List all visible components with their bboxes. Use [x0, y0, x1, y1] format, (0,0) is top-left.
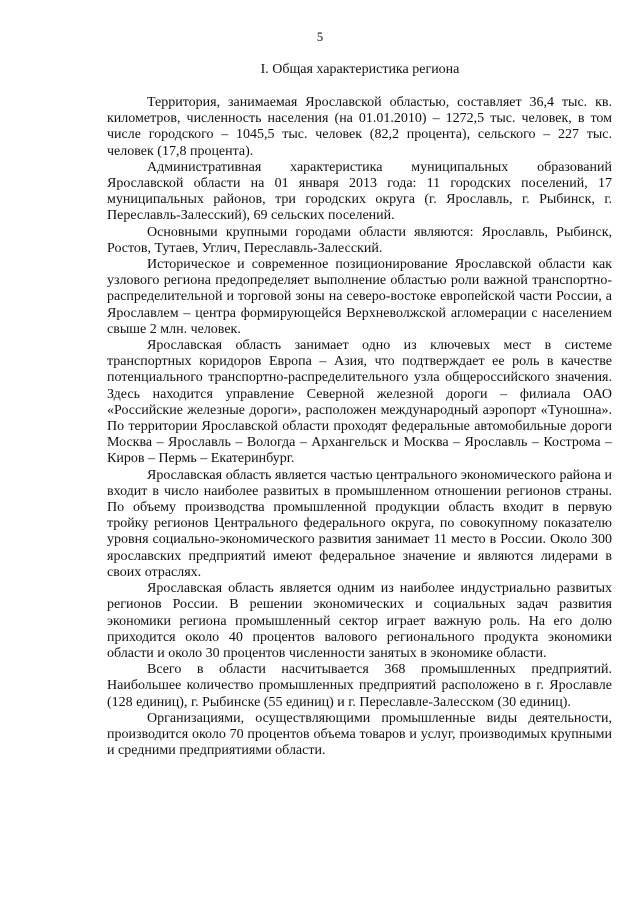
paragraph-administrative: Административная характеристика муниципальных образований Ярославской области на 01 января 2013 года: 11 городских поселений, 17 муниципальных районов, три городских округа (г. Ярославль, г. Рыбинск, г. Переславль-Залесский), 69 сельских поселений. — [107, 159, 612, 224]
paragraph-territory: Территория, занимаемая Ярославской областью, составляет 36,4 тыс. кв. километров, численность населения (на 01.01.2010) – 1272,5 тыс. человек, в том числе городского – 1045,5 тыс. человек (82,2 процента), сельского – 227 тыс. человек (17,8 процента). — [107, 95, 612, 159]
page-number: 5 — [316, 30, 324, 44]
paragraph-industrial: Ярославская область является одним из наиболее индустриально развитых регионов России. В решении экономических и социальных задач развития экономики региона промышленный сектор играет важную роль. На его долю приходится около 40 процентов валового регионального продукта экономики области и около 30 процентов численности занятых в экономике области. — [107, 581, 612, 661]
document-body — [107, 95, 612, 759]
paragraph-enterprises-count: Всего в области насчитывается 368 промышленных предприятий. Наибольшее количество промышленных предприятий расположено в г. Ярославле (128 единиц), г. Рыбинске (55 единиц) и г. Переславле-Залесском (30 единиц). — [107, 662, 612, 710]
paragraph-major-cities: Основными крупными городами области являются: Ярославль, Рыбинск, Ростов, Тутаев, Углич, Переславль-Залесский. — [107, 224, 612, 256]
paragraph-production-share: Организациями, осуществляющими промышленные виды деятельности, производится около 70 процентов объема товаров и услуг, производимых крупными и средними предприятиями области. — [107, 710, 612, 759]
paragraph-transport: Ярославская область занимает одно из ключевых мест в системе транспортных коридоров Европа – Азия, что подтверждает ее роль в качестве потенциального транспортно-распределительного узла общероссийского значения. Здесь находится управление Северной железной дороги – филиала ОАО «Российские железные дороги», расположен международный аэропорт «Туношна». По территории Ярославской области проходят федеральные автомобильные дороги Москва – Ярославль – Вологда – Архангельск и Москва – Ярославль – Кострома – Киров – Пермь – Екатеринбург. — [107, 338, 612, 467]
section-title: I. Общая характеристика региона — [260, 62, 460, 77]
paragraph-economic-region: Ярославская область является частью центрального экономического района и входит в число наиболее развитых в промышленном отношении регионов страны. По объему производства промышленной продукции область входит в первую тройку регионов Центрального федерального округа, по совокупному показателю уровня социально-экономического развития занимает 11 место в России. Около 300 ярославских предприятий имеют федеральное значение и являются лидерами в своих отраслях. — [107, 467, 612, 580]
paragraph-positioning: Историческое и современное позиционирование Ярославской области как узлового региона предопределяет выполнение областью роли важной транспортно-распределительной и торговой зоны на северо-востоке европейской части России, а Ярославлем – центра формирующейся Верхневолжской агломерации с населением свыше 2 млн. человек. — [107, 257, 612, 337]
